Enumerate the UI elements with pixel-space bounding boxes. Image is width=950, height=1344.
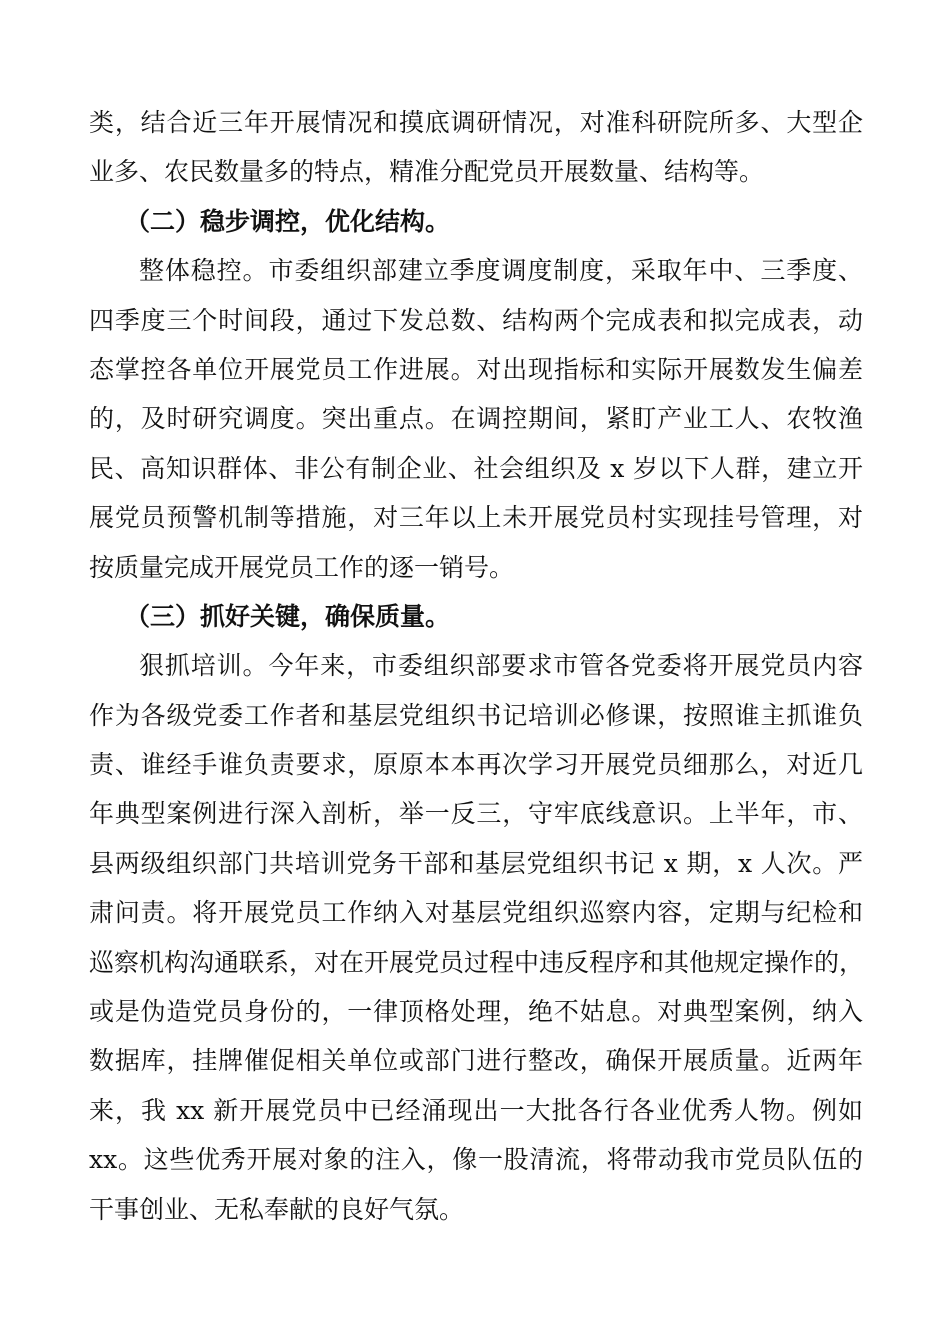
paragraph-line: xx。这些优秀开展对象的注入，像一股清流，将带动我市党员队伍的 — [89, 1145, 863, 1175]
paragraph-line: 肃问责。将开展党员工作纳入对基层党组织巡察内容，定期与纪检和 — [89, 898, 863, 928]
document-page — [89, 98, 863, 1234]
paragraph-line: 态掌控各单位开展党员工作进展。对出现指标和实际开展数发生偏差 — [89, 354, 863, 384]
paragraph-line: 展党员预警机制等措施，对三年以上未开展党员村实现挂号管理，对 — [89, 503, 863, 533]
paragraph-line: 数据库，挂牌催促相关单位或部门进行整改，确保开展质量。近两年 — [89, 1046, 863, 1076]
paragraph-line: 四季度三个时间段，通过下发总数、结构两个完成表和拟完成表，动 — [89, 305, 863, 335]
paragraph-line: 业多、农民数量多的特点，精准分配党员开展数量、结构等。 — [89, 157, 765, 187]
paragraph-line: 类，结合近三年开展情况和摸底调研情况，对准科研院所多、大型企 — [89, 108, 863, 137]
paragraph-line: 县两级组织部门共培训党务干部和基层党组织书记 x 期，x 人次。严 — [89, 848, 863, 878]
paragraph-line: 的，及时研究调度。突出重点。在调控期间，紧盯产业工人、农牧渔 — [89, 404, 863, 434]
paragraph-1 — [89, 98, 863, 197]
paragraph-line: 年典型案例进行深入剖析，举一反三，守牢底线意识。上半年，市、 — [89, 799, 863, 829]
section-heading-2: （二）稳步调控，优化结构。 — [125, 206, 451, 236]
paragraph-line: 整体稳控。市委组织部建立季度调度制度，采取年中、三季度、 — [139, 256, 863, 286]
paragraph-line: 民、高知识群体、非公有制企业、社会组织及 x 岁以下人群，建立开 — [89, 453, 863, 483]
paragraph-line: 按质量完成开展党员工作的逐一销号。 — [89, 552, 515, 582]
section-heading-3: （三）抓好关键，确保质量。 — [125, 601, 451, 631]
paragraph-line: 干事创业、无私奉献的良好气氛。 — [89, 1194, 465, 1224]
paragraph-line: 责、谁经手谁负责要求，原原本本再次学习开展党员细那么，对近几 — [89, 750, 863, 780]
paragraph-line: 巡察机构沟通联系，对在开展党员过程中违反程序和其他规定操作的， — [89, 947, 865, 977]
paragraph-2 — [89, 246, 863, 592]
paragraph-line: 作为各级党委工作者和基层党组织书记培训必修课，按照谁主抓谁负 — [89, 700, 863, 730]
paragraph-line: 来，我 xx 新开展党员中已经涌现出一大批各行各业优秀人物。例如 — [89, 1095, 863, 1125]
paragraph-3 — [89, 641, 863, 1234]
paragraph-line: 狠抓培训。今年来，市委组织部要求市管各党委将开展党员内容 — [139, 651, 863, 681]
paragraph-line: 或是伪造党员身份的，一律顶格处理，绝不姑息。对典型案例，纳入 — [89, 997, 863, 1027]
